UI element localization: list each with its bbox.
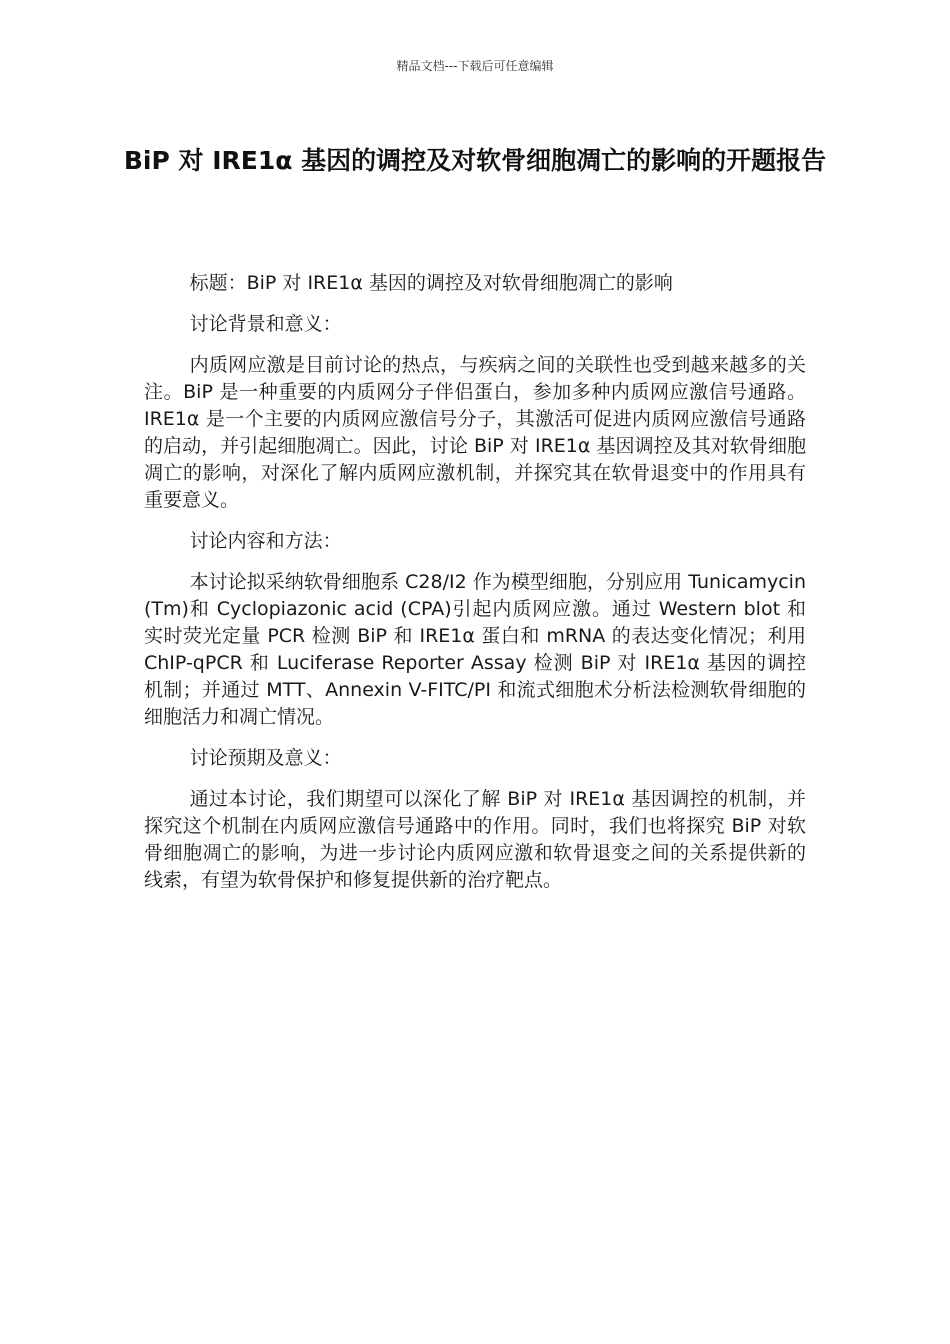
page-header: 精品文档---下载后可任意编辑: [396, 59, 554, 73]
paragraph-section-expectations: 讨论预期及意义：: [189, 747, 342, 769]
paragraph-methods-text: 本讨论拟采纳软骨细胞系 C28/I2 作为模型细胞，分别应用 Tunicamycin (Tm)和 Cyclopiazonic acid (CPA)引起内质网应激。通过 Western blot 和实时荧光定量 PCR 检测 BiP 和 IRE1α 蛋白和 mRNA 的表达变化情况；利用 ChIP-qPCR 和 Luciferase Reporter Assay 检测 BiP 对 IRE1α 基因的调控机制；并通过 MTT、Annexin V-FITC/PI 和流式细胞术分析法检测软骨细胞的细胞活力和凋亡情况。: [144, 571, 806, 728]
document-body: [144, 270, 806, 908]
document-title: BiP 对 IRE1α 基因的调控及对软骨细胞凋亡的影响的开题报告: [123, 146, 827, 175]
paragraph-section-background: 讨论背景和意义：: [189, 313, 342, 335]
paragraph-background-text: 内质网应激是目前讨论的热点，与疾病之间的关联性也受到越来越多的关注。BiP 是一种重要的内质网分子伴侣蛋白，参加多种内质网应激信号通路。IRE1α 是一个主要的内质网应激信号分子，其激活可促进内质网应激信号通路的启动，并引起细胞凋亡。因此，讨论 BiP 对 IRE1α 基因调控及其对软骨细胞凋亡的影响，对深化了解内质网应激机制，并探究其在软骨退变中的作用具有重要意义。: [144, 354, 806, 511]
paragraph-heading-title: 标题：BiP 对 IRE1α 基因的调控及对软骨细胞凋亡的影响: [189, 272, 673, 294]
paragraph-expectations-text: 通过本讨论，我们期望可以深化了解 BiP 对 IRE1α 基因调控的机制，并探究这个机制在内质网应激信号通路中的作用。同时，我们也将探究 BiP 对软骨细胞凋亡的影响，为进一步讨论内质网应激和软骨退变之间的关系提供新的线索，有望为软骨保护和修复提供新的治疗靶点。: [144, 788, 806, 891]
paragraph-section-methods: 讨论内容和方法：: [189, 530, 342, 552]
